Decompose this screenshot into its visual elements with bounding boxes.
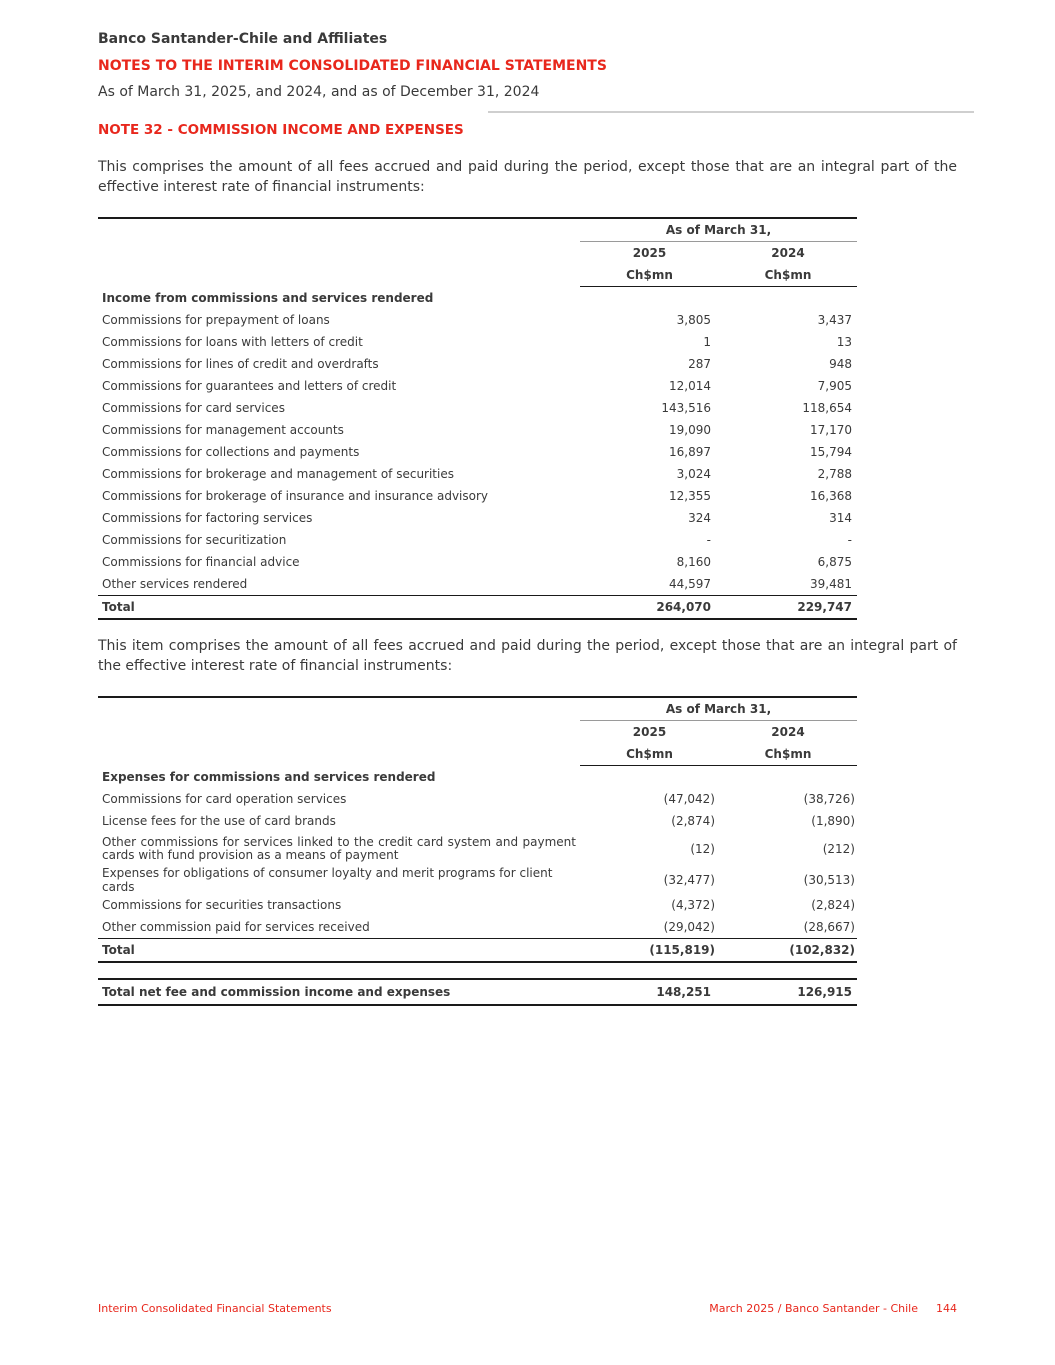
unit-2024: Ch$mn <box>719 264 857 287</box>
as-of-date: As of March 31, 2025, and 2024, and as of December 31, 2024 <box>98 84 540 100</box>
expense-table <box>98 696 857 963</box>
year-2025: 2025 <box>632 246 667 260</box>
table-row: Other services rendered 44,597 39,481 <box>102 577 852 591</box>
table-row: Commissions for management accounts 19,090 17,170 <box>102 423 852 437</box>
intro-paragraph-income: This comprises the amount of all fees accrued and paid during the period, except those that are an integral part of the effective interest rate of financial instruments: <box>98 159 957 195</box>
column-header-units <box>98 264 857 287</box>
intro-paragraph-expenses: This item comprises the amount of all fees accrued and paid during the period, except those that are an integral part of the effective interest rate of financial instruments: <box>98 638 957 674</box>
net-total-table <box>98 978 857 1006</box>
year-2024: 2024 <box>771 725 805 739</box>
unit-2024: Ch$mn <box>719 743 857 766</box>
table-row: Commissions for securities transactions (4,372) (2,824) <box>102 898 855 912</box>
table-row: Commissions for loans with letters of credit 1 13 <box>102 335 852 349</box>
table-row: Commissions for lines of credit and overdrafts 287 948 <box>102 357 852 371</box>
column-header-period: As of March 31, <box>98 697 857 721</box>
net-total-row: Total net fee and commission income and expenses 148,251 126,915 <box>102 985 852 999</box>
table-row: Commissions for brokerage of insurance and insurance advisory 12,355 16,368 <box>102 489 852 503</box>
table-row: Commissions for brokerage and management of securities 3,024 2,788 <box>102 467 852 481</box>
table-row: Commissions for factoring services 324 314 <box>102 511 852 525</box>
year-2025: 2025 <box>632 725 667 739</box>
column-header-period: As of March 31, <box>98 218 857 242</box>
note-title: NOTE 32 - COMMISSION INCOME AND EXPENSES <box>98 122 464 138</box>
table-row: Commissions for securitization - - <box>102 533 852 547</box>
table-row: Other commissions for services linked to the credit card system and payment cards with fund provision as a means of payment (12) (212) <box>102 834 855 862</box>
section-heading: Income from commissions and services rendered <box>102 291 434 305</box>
footer-source: March 2025 / Banco Santander - Chile <box>709 1302 918 1315</box>
income-table <box>98 217 857 620</box>
footer-right <box>709 1302 957 1315</box>
table-row: Commissions for guarantees and letters of credit 12,014 7,905 <box>102 379 852 393</box>
notes-title: NOTES TO THE INTERIM CONSOLIDATED FINANCIAL STATEMENTS <box>98 58 607 74</box>
column-header-units <box>98 743 857 766</box>
page-number: 144 <box>936 1302 957 1315</box>
total-row: Total 264,070 229,747 <box>98 596 857 620</box>
table-row: Commissions for card operation services (47,042) (38,726) <box>102 792 855 806</box>
company-name: Banco Santander-Chile and Affiliates <box>98 31 388 47</box>
table-row: License fees for the use of card brands (2,874) (1,890) <box>102 814 855 828</box>
unit-2025: Ch$mn <box>580 264 719 287</box>
year-2024: 2024 <box>771 246 805 260</box>
header-divider <box>488 111 974 113</box>
table-row: Other commission paid for services received (29,042) (28,667) <box>102 920 855 934</box>
table-row: Commissions for card services 143,516 118,654 <box>102 401 852 415</box>
column-header-years <box>98 721 857 744</box>
table-row: Commissions for prepayment of loans 3,805 3,437 <box>102 313 852 327</box>
table-row: Commissions for collections and payments 16,897 15,794 <box>102 445 852 459</box>
footer-left: Interim Consolidated Financial Statements <box>98 1302 332 1315</box>
table-row: Expenses for obligations of consumer loyalty and merit programs for client cards (32,477) (30,513) <box>102 866 855 894</box>
table-row: Commissions for financial advice 8,160 6,875 <box>102 555 852 569</box>
section-heading: Expenses for commissions and services rendered <box>102 770 436 784</box>
total-row: Total (115,819) (102,832) <box>98 939 857 963</box>
column-header-years <box>98 242 857 265</box>
unit-2025: Ch$mn <box>580 743 719 766</box>
